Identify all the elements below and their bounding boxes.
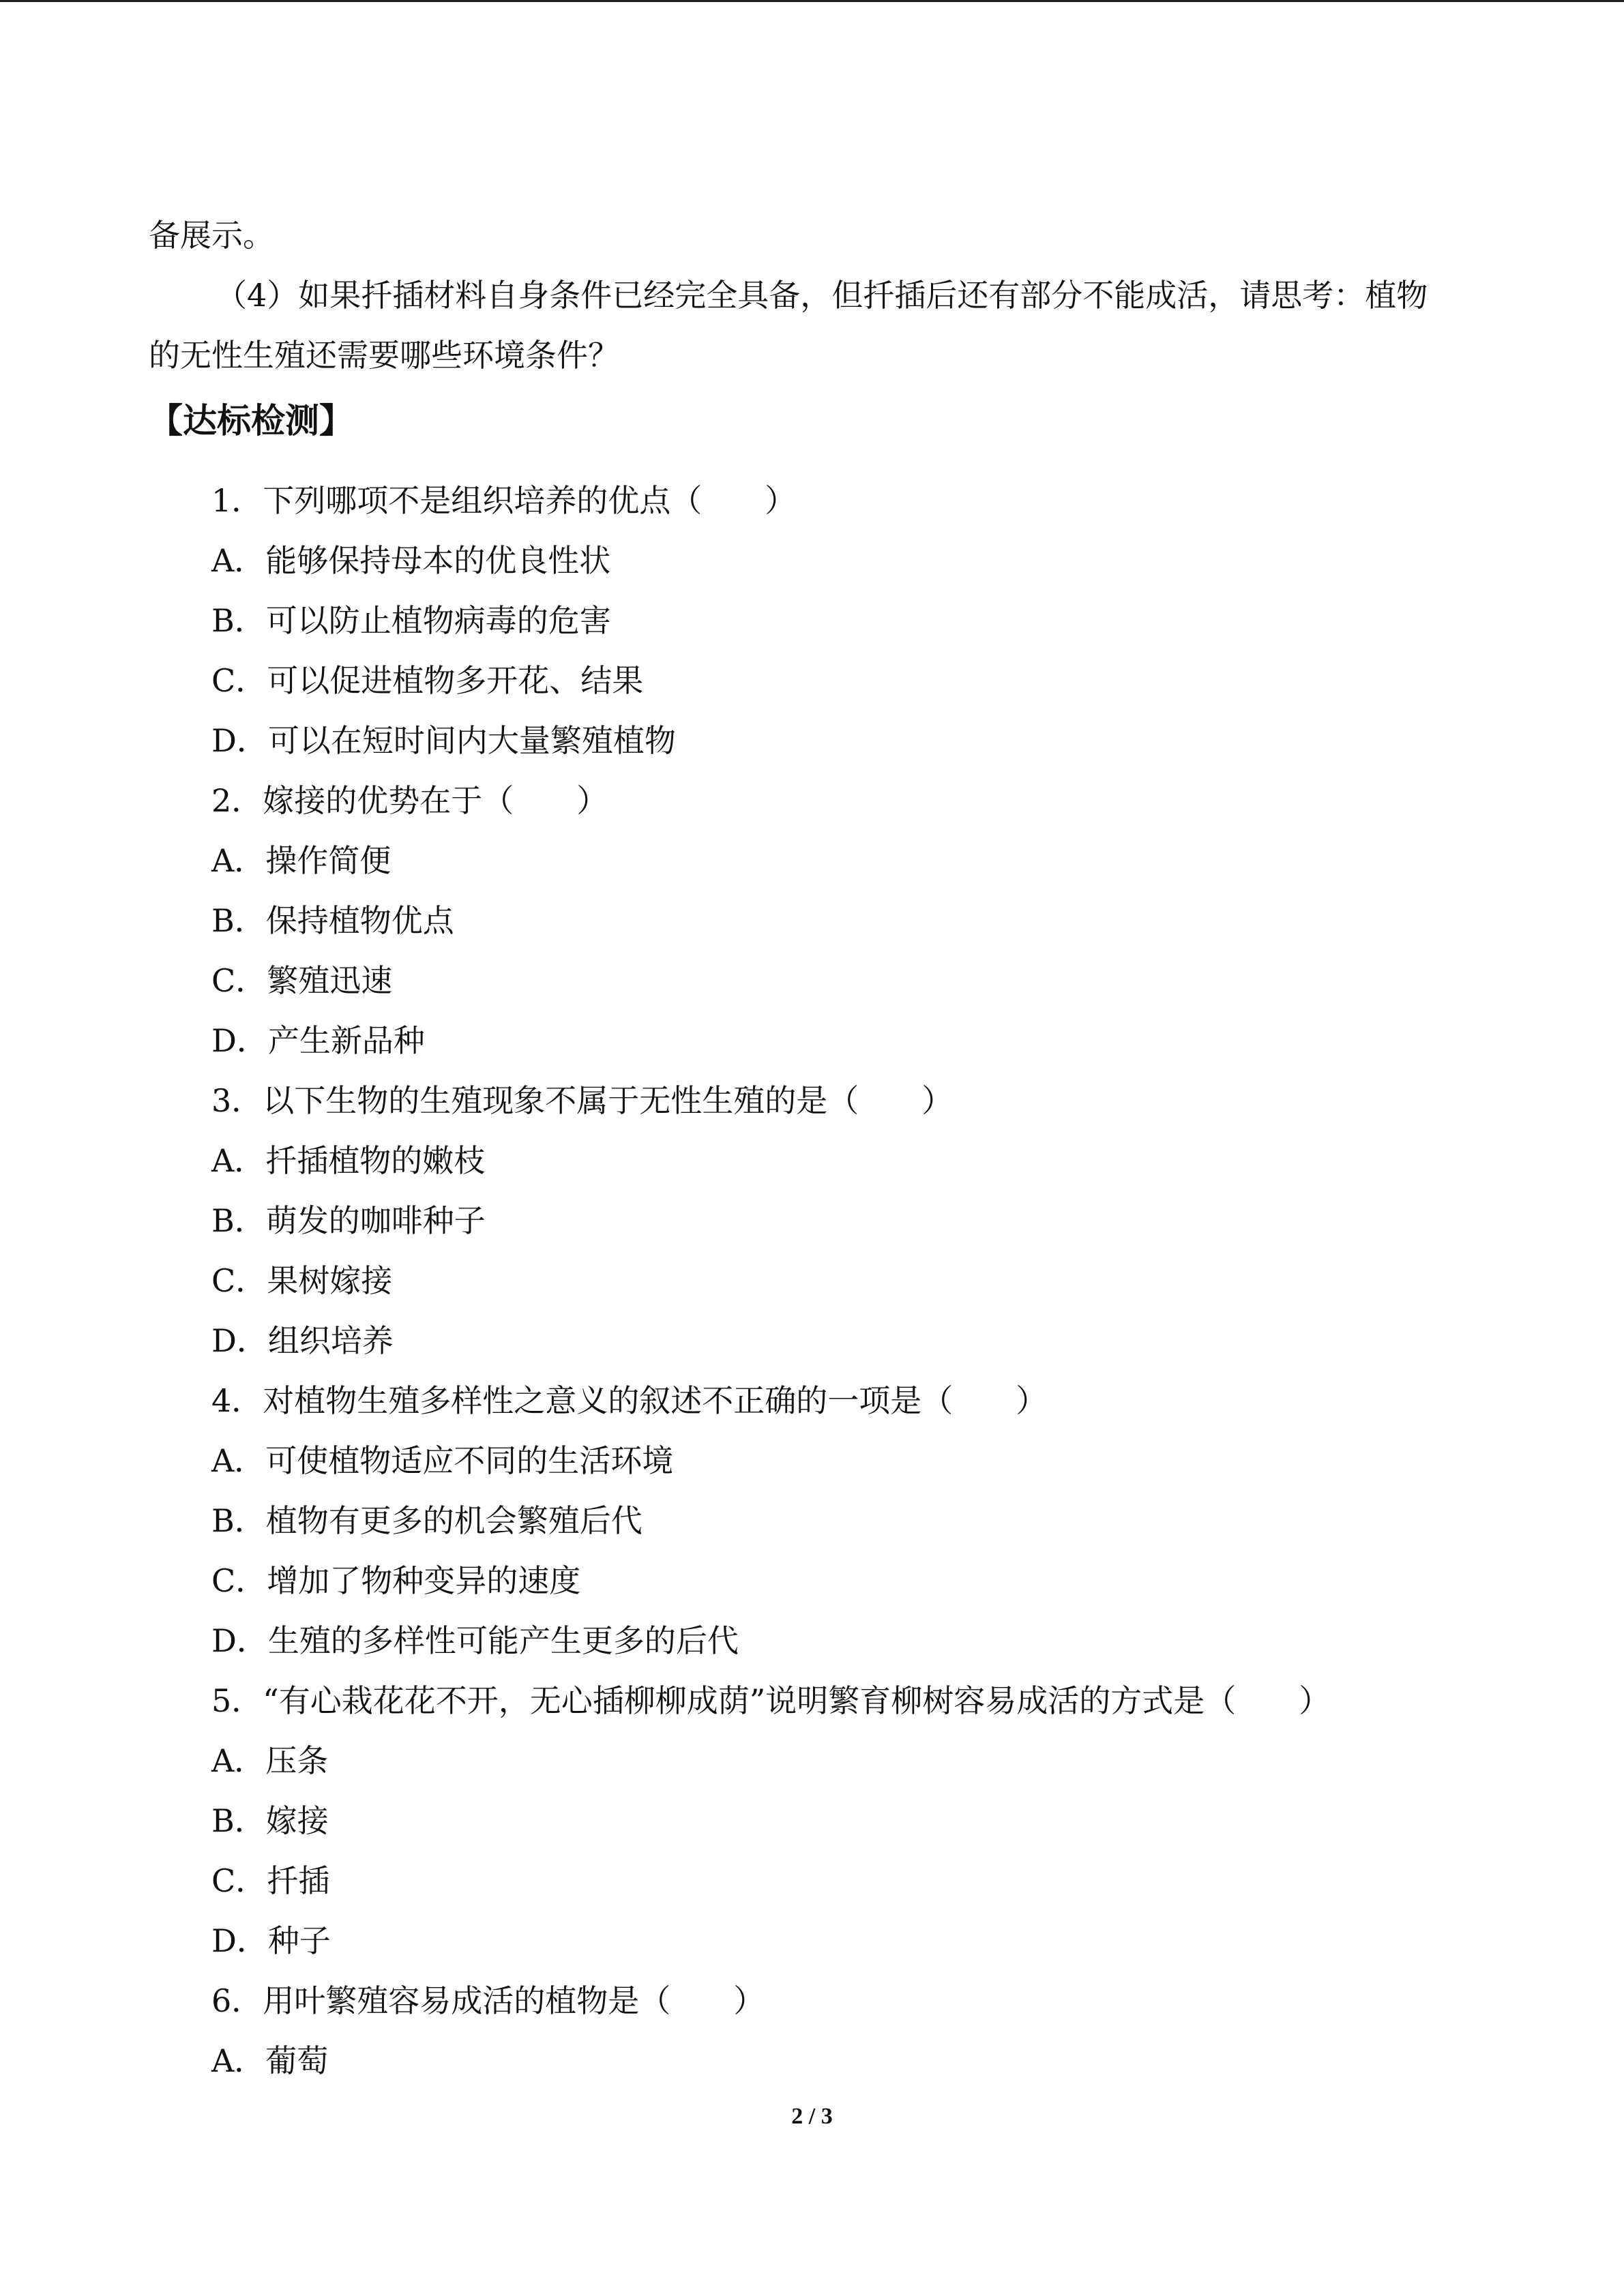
- question-option: D．产生新品种: [211, 1022, 425, 1059]
- question-stem: 6．用叶繁殖容易成活的植物是（ ）: [211, 1982, 765, 2019]
- question-option: C．可以促进植物多开花、结果: [211, 662, 644, 699]
- question-stem: 3．以下生物的生殖现象不属于无性生殖的是（ ）: [211, 1082, 954, 1119]
- question-option: D．可以在短时间内大量繁殖植物: [211, 722, 676, 759]
- question-option: D．组织培养: [211, 1322, 394, 1359]
- question-option: C．果树嫁接: [211, 1262, 393, 1299]
- question-option: A．可使植物适应不同的生活环境: [211, 1442, 674, 1479]
- question-option: B．可以防止植物病毒的危害: [211, 602, 611, 639]
- question-option: B．萌发的咖啡种子: [211, 1202, 486, 1239]
- question-4-line-2: 的无性生殖还需要哪些环境条件？: [149, 337, 619, 374]
- question-option: C．繁殖迅速: [211, 962, 393, 999]
- question-stem: 5．“有心栽花花不开，无心插柳柳成荫”说明繁育柳树容易成活的方式是（ ）: [211, 1682, 1331, 1719]
- page-number: 2 / 3: [791, 2104, 833, 2129]
- question-option: D．生殖的多样性可能产生更多的后代: [211, 1622, 739, 1659]
- question-option: D．种子: [211, 1922, 331, 1959]
- question-option: A．压条: [211, 1742, 329, 1779]
- question-stem: 1．下列哪项不是组织培养的优点（ ）: [211, 482, 797, 519]
- question-option: A．葡萄: [211, 2042, 329, 2079]
- question-option: B．嫁接: [211, 1802, 329, 1839]
- question-option: B．保持植物优点: [211, 902, 454, 939]
- question-option: B．植物有更多的机会繁殖后代: [211, 1502, 643, 1539]
- section-title: 【达标检测】: [149, 401, 353, 441]
- question-option: A．操作简便: [211, 842, 392, 879]
- question-option: A．能够保持母本的优良性状: [211, 542, 611, 579]
- question-stem: 4．对植物生殖多样性之意义的叙述不正确的一项是（ ）: [211, 1382, 1048, 1419]
- question-option: A．扦插植物的嫩枝: [211, 1142, 486, 1179]
- question-option: C．增加了物种变异的速度: [211, 1562, 581, 1599]
- question-option: C．扦插: [211, 1862, 330, 1899]
- question-stem: 2．嫁接的优势在于（ ）: [211, 782, 608, 819]
- continuation-text: 备展示。: [149, 217, 274, 254]
- question-4-line-1: （4）如果扦插材料自身条件已经完全具备，但扦插后还有部分不能成活，请思考：植物: [216, 277, 1428, 314]
